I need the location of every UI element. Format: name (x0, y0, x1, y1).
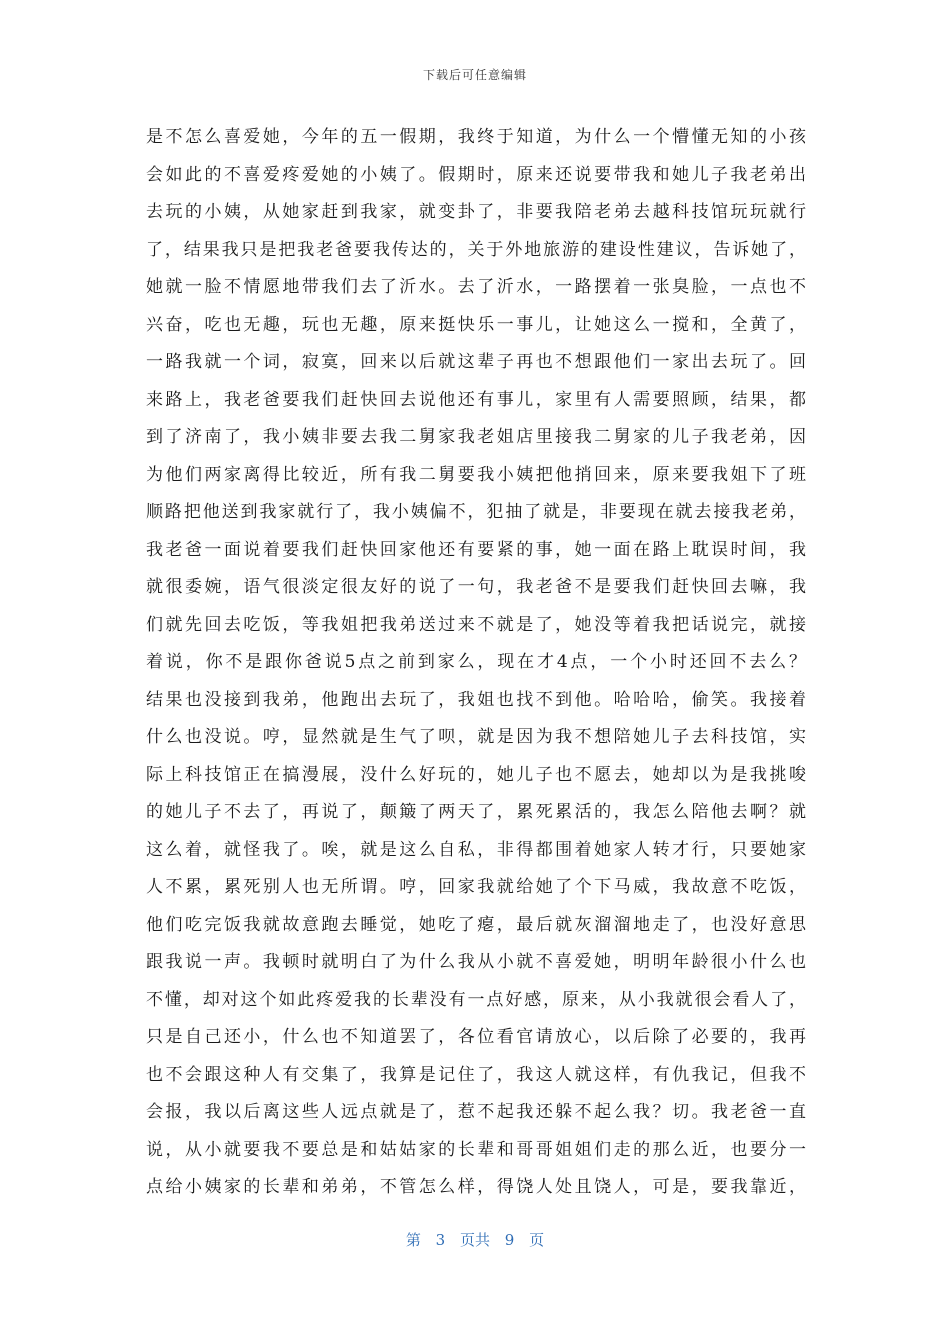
text-line: 就很委婉，语气很淡定很友好的说了一句，我老爸不是要我们赶快回去嘛，我 (146, 577, 806, 597)
text-line: 跟我说一声。我顿时就明白了为什么我从小就不喜爱她，明明年龄很小什么也 (146, 952, 806, 972)
body-text (146, 119, 806, 1207)
text-line: 去玩的小姨，从她家赶到我家，就变卦了，非要我陪老弟去越科技馆玩玩就行 (146, 202, 806, 222)
text-line: 说，从小就要我不要总是和姑姑家的长辈和哥哥姐姐们走的那么近，也要分一 (146, 1139, 806, 1160)
text-line: 只是自己还小，什么也不知道罢了，各位看官请放心，以后除了必要的，我再 (146, 1027, 806, 1047)
text-line: 会如此的不喜爱疼爱她的小姨了。假期时，原来还说要带我和她儿子我老弟出 (146, 164, 806, 185)
text-line: 着说，你不是跟你爸说5点之前到家么，现在才4点，一个小时还回不去么？ (146, 652, 806, 672)
text-line: 兴奋，吃也无趣，玩也无趣，原来挺快乐一事儿，让她这么一搅和，全黄了， (146, 314, 806, 335)
text-line: 一路我就一个词，寂寞，回来以后就这辈子再也不想跟他们一家出去玩了。回 (146, 352, 806, 372)
text-line: 结果也没接到我弟，他跑出去玩了，我姐也找不到他。哈哈哈，偷笑。我接着 (146, 689, 806, 710)
text-line: 不懂，却对这个如此疼爱我的长辈没有一点好感，原来，从小我就很会看人了， (146, 989, 806, 1010)
text-line: 人不累，累死别人也无所谓。哼，回家我就给她了个下马威，我故意不吃饭， (146, 877, 806, 897)
page-header: 下载后可任意编辑 (422, 68, 527, 82)
text-line: 的她儿子不去了，再说了，颠簸了两天了，累死累活的，我怎么陪他去啊？就 (146, 802, 806, 822)
page-number: 第 3 页共 9 页 (405, 1231, 545, 1249)
text-line: 点给小姨家的长辈和弟弟，不管怎么样，得饶人处且饶人，可是，要我靠近， (146, 1177, 806, 1197)
text-line: 她就一脸不情愿地带我们去了沂水。去了沂水，一路摆着一张臭脸，一点也不 (146, 277, 806, 297)
text-line: 这么着，就怪我了。唉，就是这么自私，非得都围着她家人转才行，只要她家 (146, 839, 806, 860)
text-line: 什么也没说。哼，显然就是生气了呗，就是因为我不想陪她儿子去科技馆，实 (146, 727, 806, 747)
text-line: 也不会跟这种人有交集了，我算是记住了，我这人就这样，有仇我记，但我不 (146, 1064, 806, 1085)
text-line: 到了济南了，我小姨非要去我二舅家我老姐店里接我二舅家的儿子我老弟，因 (146, 427, 806, 447)
text-line: 是不怎么喜爱她，今年的五一假期，我终于知道，为什么一个懵懂无知的小孩 (146, 127, 806, 147)
text-line: 了，结果我只是把我老爸要我传达的，关于外地旅游的建设性建议，告诉她了， (146, 239, 806, 260)
text-line: 他们吃完饭我就故意跑去睡觉，她吃了瘪，最后就灰溜溜地走了，也没好意思 (146, 914, 806, 935)
text-line: 为他们两家离得比较近，所有我二舅要我小姨把他捎回来，原来要我姐下了班 (146, 464, 806, 485)
text-line: 来路上，我老爸要我们赶快回去说他还有事儿，家里有人需要照顾，结果，都 (146, 389, 806, 410)
text-line: 顺路把他送到我家就行了，我小姨偏不，犯抽了就是，非要现在就去接我老弟， (146, 502, 806, 522)
text-line: 会报，我以后离这些人远点就是了，惹不起我还躲不起么我？切。我老爸一直 (146, 1102, 806, 1122)
text-line: 们就先回去吃饭，等我姐把我弟送过来不就是了，她没等着我把话说完，就接 (146, 614, 806, 635)
text-line: 我老爸一面说着要我们赶快回家他还有要紧的事，她一面在路上耽误时间，我 (146, 539, 806, 560)
text-line: 际上科技馆正在搞漫展，没什么好玩的，她儿子也不愿去，她却以为是我挑唆 (146, 764, 806, 785)
